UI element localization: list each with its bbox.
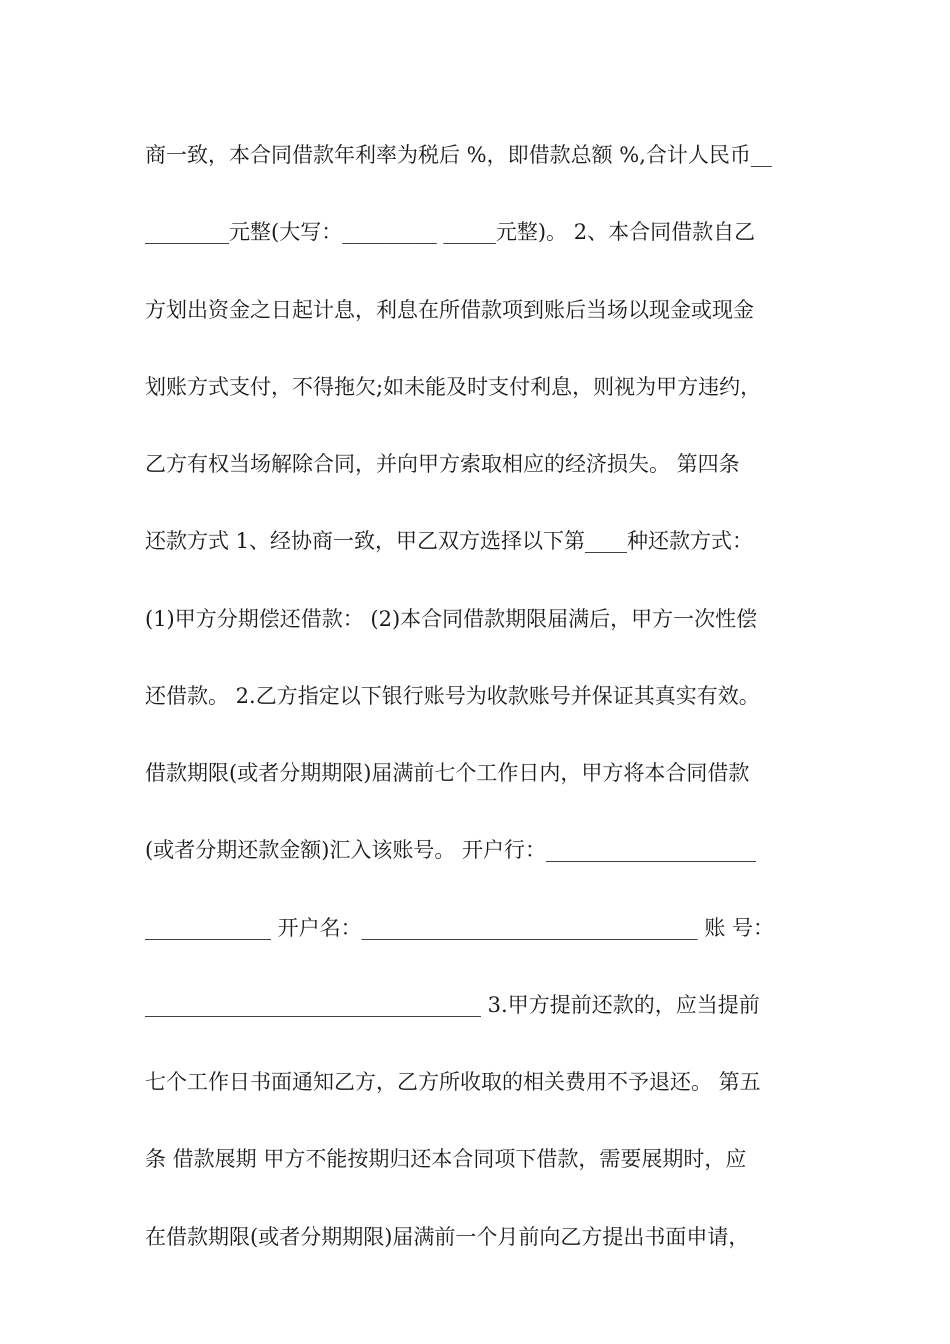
contract-body-text [145,137,810,1296]
text-line: (1)甲方分期偿还借款： (2)本合同借款期限届满后，甲方一次性偿 [145,606,758,631]
text-line: 划账方式支付，不得拖欠;如未能及时支付利息，则视为甲方违约， [145,374,762,399]
text-line: ________元整(大写：_________ _____元整)。 2、本合同借款自乙 [145,220,756,245]
text-line: 还款方式 1、经协商一致，甲乙双方选择以下第____种还款方式： [145,529,754,554]
text-line: 七个工作日书面通知乙方，乙方所收取的相关费用不予退还。 第五 [145,1070,761,1094]
text-line: 条 借款展期 甲方不能按期归还本合同项下借款，需要展期时，应 [145,1147,747,1172]
text-line: 在借款期限(或者分期期限)届满前一个月前向乙方提出书面申请， [145,1224,750,1249]
text-line: 方划出资金之日起计息，利息在所借款项到账后当场以现金或现金 [145,297,754,322]
text-line: 还借款。 2.乙方指定以下银行账号为收款账号并保证其真实有效。 [145,683,760,708]
text-line: 商一致，本合同借款年利率为税后 %，即借款总额 %,合计人民币__ [145,143,772,167]
text-line: 借款期限(或者分期期限)届满前七个工作日内，甲方将本合同借款 [145,761,750,785]
text-line: 乙方有权当场解除合同，并向甲方索取相应的经济损失。 第四条 [145,452,740,476]
text-line: ________________________________ 3.甲方提前还款的，应当提前 [145,992,760,1017]
text-line: ____________ 开户名：________________________________ 账 号： [145,915,775,940]
text-line: (或者分期还款金额)汇入该账号。 开户行：____________________ [145,838,757,863]
